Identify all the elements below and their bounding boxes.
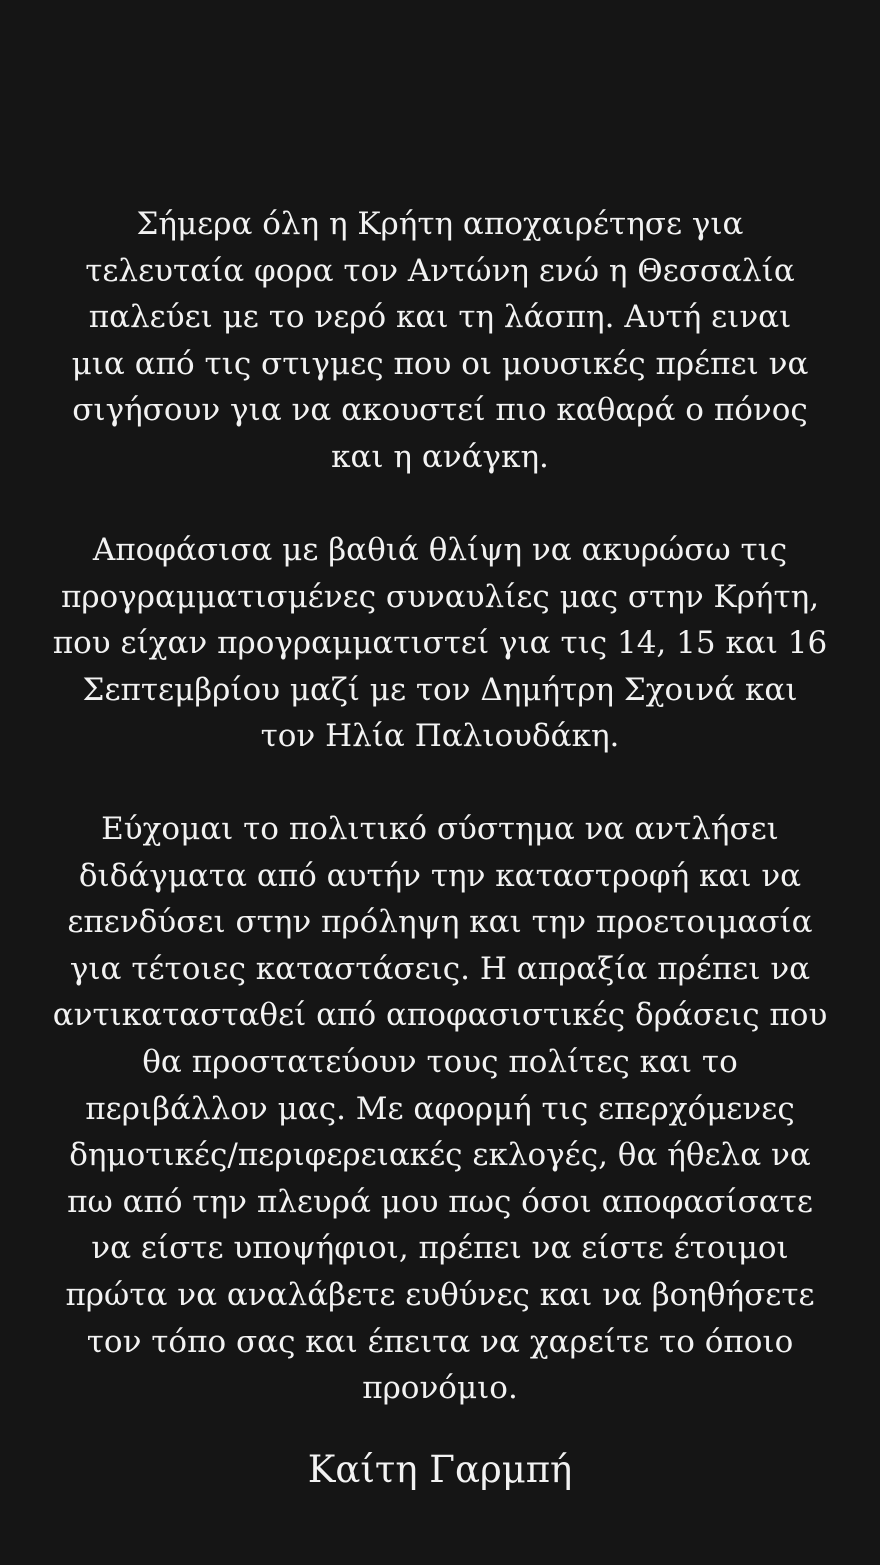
paragraph-political-message: Εύχομαι το πολιτικό σύστημα να αντλήσει διδάγματα από αυτήν την καταστροφή και να επενδύσει στην πρόληψη και την προετοιμασία για τέτοιες καταστάσεις. Η απραξία πρέπει να αντικατασταθεί από αποφασιστικές δράσεις που θα προστατεύουν τους πολίτες και το περιβάλλον μας. Με αφορμή τις επερχόμενες δημοτικές/περιφερειακές εκλογές, θα ήθελα να πω από την πλευρά μου πως όσοι αποφασίσατε να είστε υποψήφιοι, πρέπει να είστε έτοιμοι πρώτα να αναλάβετε ευθύνες και να βοηθήσετε τον τόπο σας και έπειτα να χαρείτε το όποιο προνόμιο. (52, 811, 828, 1407)
signature: Καίτη Γαρμπή (307, 1448, 573, 1491)
paragraph-concert-cancellation: Αποφάσισα με βαθιά θλίψη να ακυρώσω τις προγραμματισμένες συναυλίες μας στην Κρήτη, που είχαν προγραμματιστεί για τις 14, 15 και 16 Σεπτεμβρίου μαζί με τον Δημήτρη Σχοινά και τον Ηλία Παλιουδάκη. (52, 532, 828, 755)
paragraph-farewell: Σήμερα όλη η Κρήτη αποχαιρέτησε για τελευταία φορα τον Αντώνη ενώ η Θεσσαλία παλεύει με το νερό και τη λάσπη. Αυτή ειναι μια από τις στιγμες που οι μουσικές πρέπει να σιγήσουν για να ακουστεί πιο καθαρά ο πόνος και η ανάγκη. (71, 206, 809, 475)
